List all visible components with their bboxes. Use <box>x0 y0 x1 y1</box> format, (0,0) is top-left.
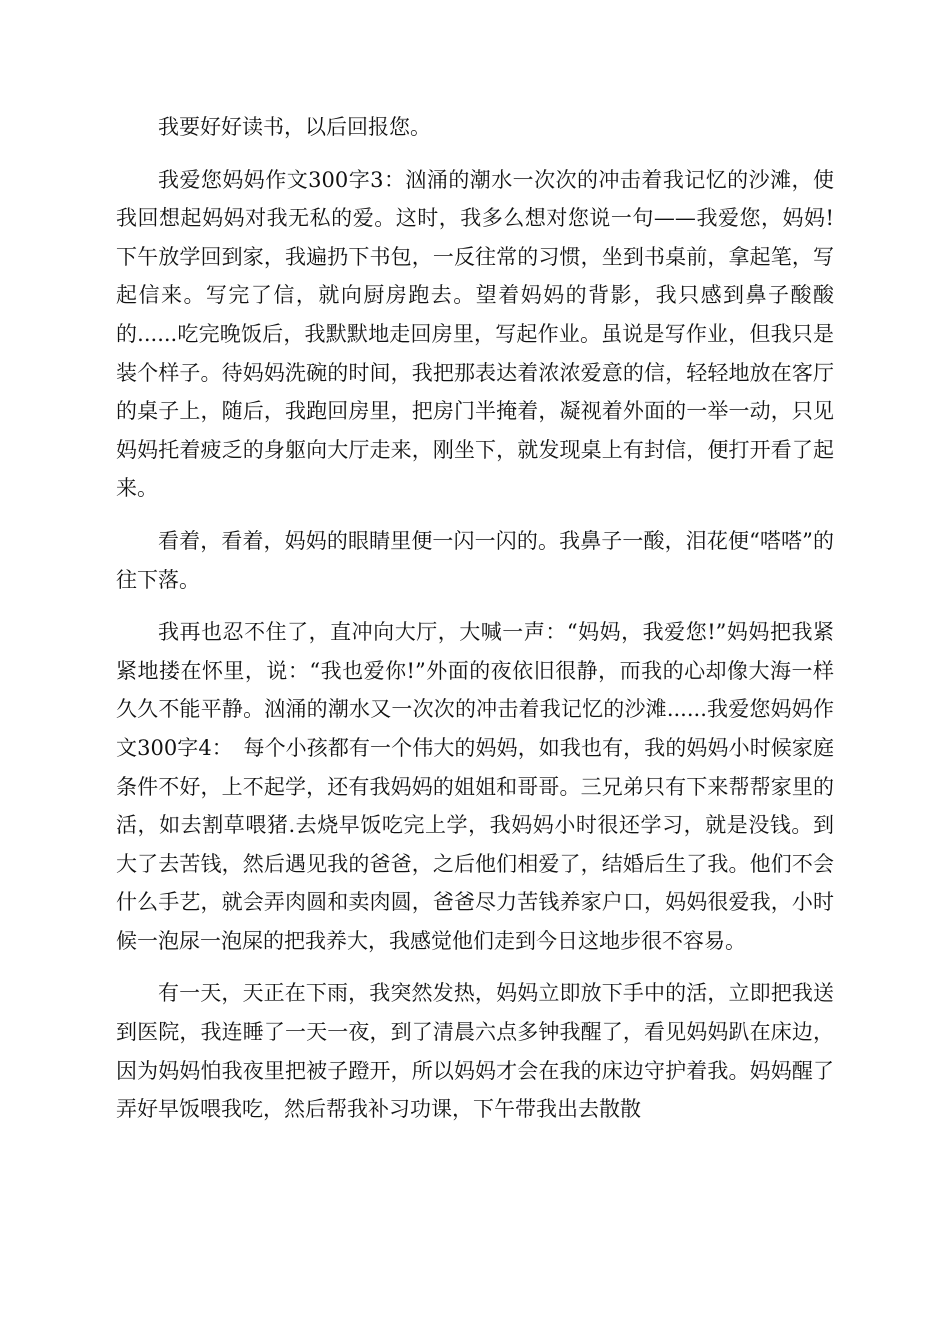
paragraph-5: 有一天，天正在下雨，我突然发热，妈妈立即放下手中的活，立即把我送到医院，我连睡了一天一夜，到了清晨六点多钟我醒了，看见妈妈趴在床边，因为妈妈怕我夜里把被子蹬开，所以妈妈才会在我的床边守护着我。妈妈醒了弄好早饭喂我吃，然后帮我补习功课，下午带我出去散散 <box>116 981 834 1122</box>
paragraph-4: 我再也忍不住了，直冲向大厅，大喊一声：“妈妈，我爱您!”妈妈把我紧紧地搂在怀里，说：“我也爱你!”外面的夜依旧很静，而我的心却像大海一样久久不能平静。汹涌的潮水又一次次的冲击着我记忆的沙滩......我爱您妈妈作文300字4： 每个小孩都有一个伟大的妈妈，如我也有，我的妈妈小时候家庭条件不好，上不起学，还有我妈妈的姐姐和哥哥。三兄弟只有下来帮帮家里的活，如去割草喂猪.去烧早饭吃完上学，我妈妈小时很还学习，就是没钱。到大了去苦钱，然后遇见我的爸爸，之后他们相爱了，结婚后生了我。他们不会什么手艺，就会弄肉圆和卖肉圆，爸爸尽力苦钱养家户口，妈妈很爱我，小时候一泡尿一泡屎的把我养大，我感觉他们走到今日这地步很不容易。 <box>116 620 834 953</box>
paragraph-2: 我爱您妈妈作文300字3：汹涌的潮水一次次的冲击着我记忆的沙滩，使我回想起妈妈对我无私的爱。这时，我多么想对您说一句——我爱您，妈妈!下午放学回到家，我遍扔下书包，一反往常的习惯，坐到书桌前，拿起笔，写起信来。写完了信，就向厨房跑去。望着妈妈的背影，我只感到鼻子酸酸的......吃完晚饭后，我默默地走回房里，写起作业。虽说是写作业，但我只是装个样子。待妈妈洗碗的时间，我把那表达着浓浓爱意的信，轻轻地放在客厅的桌子上，随后，我跑回房里，把房门半掩着，凝视着外面的一举一动，只见妈妈托着疲乏的身躯向大厅走来，刚坐下，就发现桌上有封信，便打开看了起来。 <box>116 167 834 501</box>
paragraph-1: 我要好好读书，以后回报您。 <box>158 115 431 139</box>
document-body <box>116 108 834 1143</box>
paragraph-3: 看着，看着，妈妈的眼睛里便一闪一闪的。我鼻子一酸，泪花便“嗒嗒”的往下落。 <box>116 528 834 592</box>
